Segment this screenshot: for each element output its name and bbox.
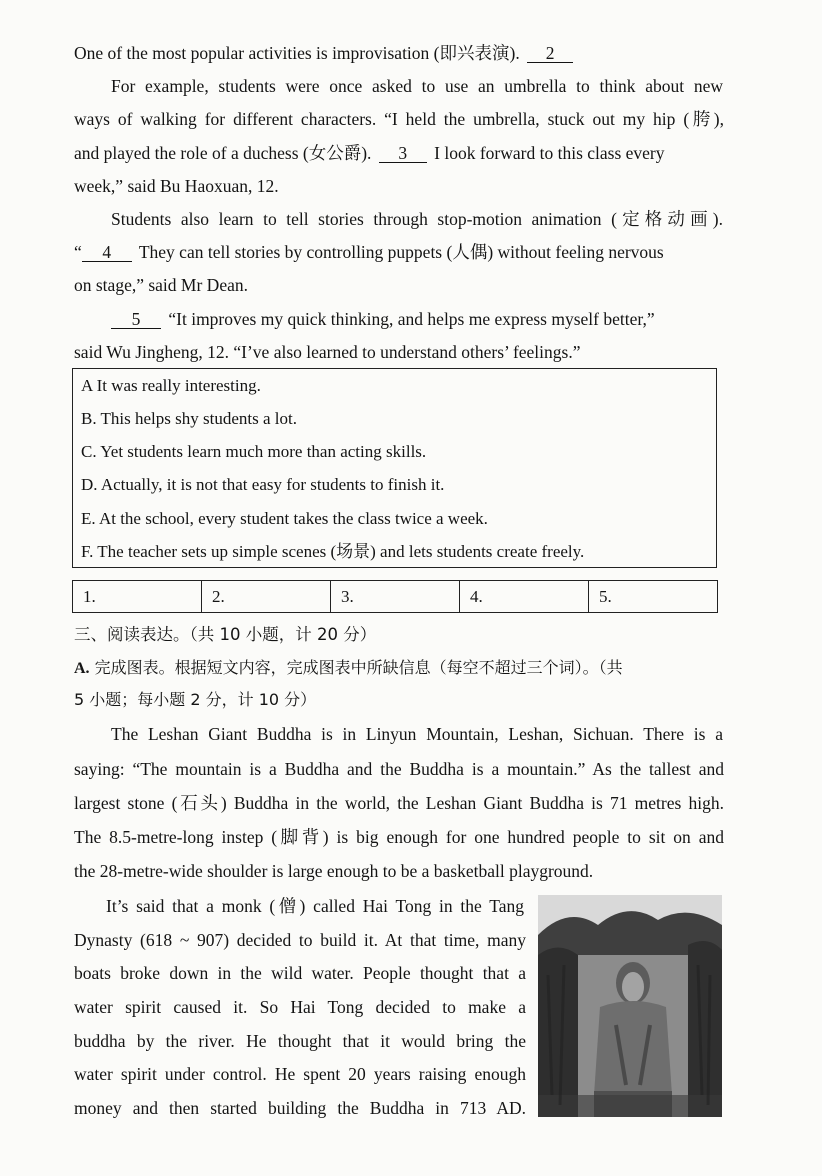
text: 完成图表。根据短文内容，完成图表中所缺信息（每空不超过三个词）。（共 [89, 658, 623, 677]
passage-b-line-1: The Leshan Giant Buddha is in Linyun Mountain, Leshan, Sichuan. There is a [111, 724, 723, 744]
passage-line-10: said Wu Jingheng, 12. “I’ve also learned to understand others’ feelings.” [74, 342, 581, 362]
passage-b-p2-line-2: Dynasty (618 ~ 907) decided to build it. At that time, many [74, 930, 526, 950]
passage-line-9 [111, 308, 761, 330]
answer-cell-2[interactable]: 2. [202, 581, 331, 612]
answer-blank-4[interactable]: 4 [82, 243, 132, 262]
passage-b-p2-line-4: water spirit caused it. So Hai Tong decided to make a [74, 997, 526, 1017]
text: “ [74, 242, 82, 262]
options-box [72, 368, 717, 568]
answer-cell-4[interactable]: 4. [460, 581, 589, 612]
passage-line-7 [74, 241, 724, 263]
passage-b-line-5: the 28-metre-wide shoulder is large enough to be a basketball playground. [74, 861, 594, 881]
section-a-label: A. [74, 660, 90, 677]
section-a-instructions-2: 5 小题；每小题 2 分，计 10 分） [74, 690, 317, 709]
option-e: E. At the school, every student takes the class twice a week. [81, 509, 488, 528]
option-f: F. The teacher sets up simple scenes (场景) and lets students create freely. [81, 542, 585, 561]
text: “It improves my quick thinking, and helps me express myself better,” [168, 309, 655, 329]
passage-line-2: For example, students were once asked to use an umbrella to think about new [111, 76, 723, 96]
passage-line-8: on stage,” said Mr Dean. [74, 275, 248, 295]
answer-cell-1[interactable]: 1. [73, 581, 202, 612]
option-a: A It was really interesting. [81, 376, 261, 395]
passage-line-1 [74, 42, 724, 64]
answer-blank-3[interactable]: 3 [379, 144, 427, 163]
passage-b-line-2: saying: “The mountain is a Buddha and the Buddha is a mountain.” As the tallest and [74, 759, 724, 779]
passage-b-p2-line-5: buddha by the river. He thought that it would bring the [74, 1031, 526, 1051]
answer-cell-3[interactable]: 3. [331, 581, 460, 612]
passage-b-p2-line-7: money and then started building the Buddha in 713 AD. [74, 1098, 526, 1118]
buddha-illustration [538, 895, 722, 1117]
section-heading: 三、阅读表达。（共 10 小题，计 20 分） [74, 625, 377, 644]
passage-line-6: Students also learn to tell stories through stop-motion animation (定格动画). [111, 209, 723, 229]
passage-line-3: ways of walking for different characters. “I held the umbrella, stuck out my hip (胯), [74, 109, 724, 129]
section-a-instructions-1 [74, 657, 724, 680]
answer-blank-2[interactable]: 2 [527, 44, 573, 63]
passage-b-p2-line-3: boats broke down in the wild water. People thought that a [74, 963, 526, 983]
passage-b-line-3: largest stone (石头) Buddha in the world, the Leshan Giant Buddha is 71 metres high. [74, 793, 724, 813]
text: I look forward to this class every [434, 143, 665, 163]
answer-table [72, 580, 718, 613]
passage-b-line-4: The 8.5-metre-long instep (脚背) is big enough for one hundred people to sit on and [74, 827, 724, 847]
option-b: B. This helps shy students a lot. [81, 409, 297, 428]
text: One of the most popular activities is improvisation (即兴表演). [74, 43, 520, 63]
leshan-buddha-photo [538, 895, 722, 1117]
passage-b-p2-line-1: It’s said that a monk (僧) called Hai Tong in the Tang [106, 896, 524, 916]
answer-blank-5[interactable]: 5 [111, 310, 161, 329]
passage-line-4 [74, 142, 724, 164]
text: and played the role of a duchess (女公爵). [74, 143, 372, 163]
answer-cell-5[interactable]: 5. [599, 587, 612, 606]
passage-b-p2-line-6: water spirit under control. He spent 20 years raising enough [74, 1064, 526, 1084]
option-c: C. Yet students learn much more than acting skills. [81, 442, 427, 461]
option-d: D. Actually, it is not that easy for students to finish it. [81, 475, 445, 494]
text: They can tell stories by controlling puppets (人偶) without feeling nervous [138, 242, 664, 262]
passage-line-5: week,” said Bu Haoxuan, 12. [74, 176, 279, 196]
